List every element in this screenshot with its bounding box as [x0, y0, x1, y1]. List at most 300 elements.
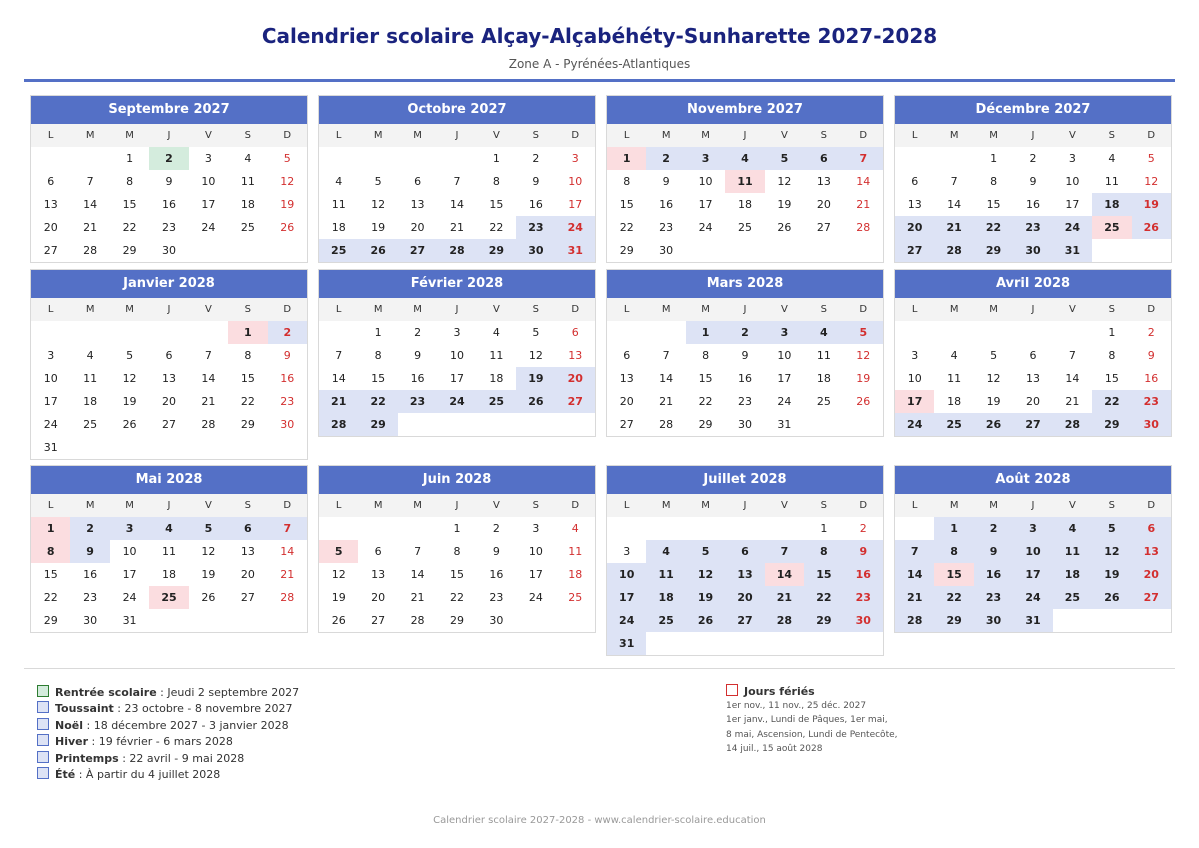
day-cell: 29 — [477, 239, 516, 262]
day-grid — [31, 321, 307, 459]
weekday-label: M — [949, 500, 959, 511]
day-cell: 8 — [623, 175, 631, 188]
day-cell: 23 — [844, 586, 883, 609]
legend-divider — [24, 668, 1175, 669]
day-cell: 14 — [856, 175, 871, 188]
weekday-label: M — [701, 304, 710, 315]
day-cell: 5 — [189, 517, 228, 540]
day-cell: 14 — [331, 372, 346, 385]
day-cell: 26 — [201, 591, 216, 604]
day-cell: 4 — [86, 349, 94, 362]
legend-label: Toussaint — [55, 702, 114, 716]
legend-item — [37, 701, 293, 715]
day-cell: 16 — [161, 198, 176, 211]
weekday-label: L — [335, 500, 342, 511]
day-cell: 13 — [568, 349, 583, 362]
day-cell: 21 — [449, 221, 464, 234]
empty-cell — [319, 321, 358, 344]
day-cell: 26 — [331, 614, 346, 627]
month-calendar — [894, 465, 1172, 633]
day-cell: 1 — [374, 326, 382, 339]
weekday-label: L — [911, 500, 918, 511]
day-cell: 16 — [83, 568, 98, 581]
day-cell: 22 — [449, 591, 464, 604]
month-calendar — [318, 465, 596, 633]
weekday-label: L — [335, 304, 342, 315]
day-cell: 20 — [895, 216, 934, 239]
day-cell: 24 — [201, 221, 216, 234]
legend-swatch-icon — [37, 751, 49, 763]
day-cell: 7 — [335, 349, 343, 362]
day-cell: 5 — [990, 349, 998, 362]
day-cell: 9 — [283, 349, 291, 362]
day-cell: 29 — [1092, 413, 1131, 436]
empty-cell — [319, 147, 358, 170]
day-cell: 16 — [737, 372, 752, 385]
legend-swatch-icon — [37, 767, 49, 779]
day-grid — [895, 147, 1171, 262]
day-cell: 28 — [201, 418, 216, 431]
day-cell: 11 — [331, 198, 346, 211]
day-cell: 6 — [725, 540, 764, 563]
day-cell: 14 — [410, 568, 425, 581]
day-cell: 27 — [816, 221, 831, 234]
day-cell: 17 — [449, 372, 464, 385]
day-cell: 15 — [619, 198, 634, 211]
day-cell: 4 — [492, 326, 500, 339]
holiday-line: 1er janv., Lundi de Pâques, 1er mai, — [726, 715, 888, 726]
day-cell: 13 — [240, 545, 255, 558]
day-cell: 25 — [568, 591, 583, 604]
day-cell: 20 — [725, 586, 764, 609]
day-cell: 24 — [777, 395, 792, 408]
weekday-label: S — [1108, 304, 1116, 315]
day-grid — [895, 321, 1171, 436]
day-cell: 21 — [659, 395, 674, 408]
day-cell: 24 — [1013, 586, 1052, 609]
empty-cell — [70, 147, 109, 170]
day-cell: 23 — [974, 586, 1013, 609]
day-cell: 22 — [974, 216, 1013, 239]
day-cell: 7 — [453, 175, 461, 188]
day-cell: 25 — [83, 418, 98, 431]
empty-cell — [31, 147, 70, 170]
day-cell: 4 — [646, 540, 685, 563]
day-cell: 28 — [765, 609, 804, 632]
weekday-header — [319, 124, 595, 147]
day-cell: 17 — [895, 390, 934, 413]
day-cell: 28 — [1053, 413, 1092, 436]
footer: Calendrier scolaire 2027-2028 - www.calendrier-scolaire.education — [433, 815, 766, 826]
holidays-legend-title — [726, 684, 815, 698]
month-calendar — [606, 465, 884, 656]
month-title: Juillet 2028 — [607, 466, 883, 494]
day-cell: 17 — [568, 198, 583, 211]
day-cell: 26 — [974, 413, 1013, 436]
weekday-label: D — [859, 500, 868, 511]
weekday-header — [895, 494, 1171, 517]
day-cell: 1 — [990, 152, 998, 165]
day-cell: 12 — [331, 568, 346, 581]
day-cell: 18 — [816, 372, 831, 385]
day-cell: 5 — [126, 349, 134, 362]
weekday-label: D — [283, 304, 292, 315]
day-cell: 10 — [43, 372, 58, 385]
day-cell: 15 — [804, 563, 843, 586]
weekday-label: D — [283, 130, 292, 141]
day-cell: 11 — [240, 175, 255, 188]
day-cell: 19 — [331, 591, 346, 604]
weekday-label: M — [989, 130, 998, 141]
day-cell: 14 — [83, 198, 98, 211]
month-title: Octobre 2027 — [319, 96, 595, 124]
day-cell: 23 — [83, 591, 98, 604]
day-cell: 16 — [1144, 372, 1159, 385]
legend-label: Printemps — [55, 751, 119, 765]
day-cell: 30 — [659, 244, 674, 257]
day-cell: 9 — [974, 540, 1013, 563]
day-cell: 24 — [556, 216, 595, 239]
day-cell: 1 — [126, 152, 134, 165]
day-cell: 5 — [374, 175, 382, 188]
empty-cell — [31, 321, 70, 344]
day-grid — [319, 147, 595, 262]
day-cell: 17 — [122, 568, 137, 581]
day-cell: 29 — [804, 609, 843, 632]
day-cell: 25 — [934, 413, 973, 436]
day-cell: 21 — [280, 568, 295, 581]
day-cell: 7 — [662, 349, 670, 362]
month-title: Mai 2028 — [31, 466, 307, 494]
day-cell: 11 — [816, 349, 831, 362]
day-cell: 4 — [1053, 517, 1092, 540]
page-subtitle: Zone A - Pyrénées-Atlantiques — [508, 57, 691, 71]
weekday-header — [319, 298, 595, 321]
day-cell: 8 — [374, 349, 382, 362]
day-cell: 30 — [489, 614, 504, 627]
day-cell: 20 — [619, 395, 634, 408]
day-cell: 3 — [1068, 152, 1076, 165]
day-cell: 2 — [532, 152, 540, 165]
day-cell: 21 — [856, 198, 871, 211]
day-cell: 28 — [437, 239, 476, 262]
day-cell: 31 — [1053, 239, 1092, 262]
weekday-label: J — [455, 500, 459, 511]
day-cell: 11 — [725, 170, 764, 193]
day-cell: 9 — [1029, 175, 1037, 188]
weekday-label: S — [244, 304, 252, 315]
day-cell: 5 — [1092, 517, 1131, 540]
day-cell: 17 — [43, 395, 58, 408]
day-cell: 25 — [477, 390, 516, 413]
day-cell: 3 — [686, 147, 725, 170]
day-cell: 27 — [161, 418, 176, 431]
weekday-label: V — [205, 500, 212, 511]
day-grid — [607, 147, 883, 262]
empty-cell — [725, 517, 764, 540]
day-cell: 6 — [47, 175, 55, 188]
day-cell: 4 — [335, 175, 343, 188]
weekday-label: M — [125, 500, 134, 511]
day-cell: 9 — [414, 349, 422, 362]
day-cell: 16 — [410, 372, 425, 385]
day-cell: 23 — [489, 591, 504, 604]
day-cell: 17 — [1013, 563, 1052, 586]
holiday-line: 8 mai, Ascension, Lundi de Pentecôte, — [726, 729, 898, 740]
month-title: Août 2028 — [895, 466, 1171, 494]
day-cell: 25 — [1092, 216, 1131, 239]
day-cell: 1 — [934, 517, 973, 540]
day-cell: 24 — [528, 591, 543, 604]
day-cell: 12 — [528, 349, 543, 362]
weekday-label: J — [167, 500, 171, 511]
day-cell: 29 — [698, 418, 713, 431]
day-cell: 11 — [568, 545, 583, 558]
day-cell: 30 — [516, 239, 555, 262]
day-cell: 4 — [725, 147, 764, 170]
day-grid — [895, 517, 1171, 632]
day-cell: 25 — [149, 586, 188, 609]
weekday-label: L — [47, 304, 54, 315]
day-cell: 12 — [856, 349, 871, 362]
day-cell: 12 — [777, 175, 792, 188]
day-cell: 4 — [149, 517, 188, 540]
day-cell: 18 — [161, 568, 176, 581]
day-cell: 2 — [70, 517, 109, 540]
day-cell: 6 — [571, 326, 579, 339]
day-cell: 7 — [86, 175, 94, 188]
legend-swatch-icon — [37, 734, 49, 746]
day-cell: 18 — [240, 198, 255, 211]
day-cell: 28 — [83, 244, 98, 257]
weekday-label: S — [1108, 130, 1116, 141]
day-cell: 8 — [31, 540, 70, 563]
weekday-header — [895, 298, 1171, 321]
weekday-label: D — [283, 500, 292, 511]
day-cell: 15 — [371, 372, 386, 385]
day-cell: 22 — [804, 586, 843, 609]
day-cell: 19 — [1132, 193, 1171, 216]
day-cell: 7 — [895, 540, 934, 563]
legend-swatch-icon — [37, 718, 49, 730]
weekday-label: M — [989, 500, 998, 511]
day-cell: 21 — [934, 216, 973, 239]
legend-detail: : 23 octobre - 8 novembre 2027 — [113, 702, 293, 716]
weekday-label: M — [661, 304, 671, 315]
day-cell: 10 — [698, 175, 713, 188]
month-calendar — [606, 95, 884, 263]
empty-cell — [358, 147, 397, 170]
day-cell: 1 — [453, 522, 461, 535]
weekday-label: J — [167, 130, 171, 141]
day-cell: 5 — [319, 540, 358, 563]
month-title: Avril 2028 — [895, 270, 1171, 298]
legend-label: Rentrée scolaire — [55, 686, 157, 699]
day-cell: 27 — [1013, 413, 1052, 436]
weekday-header — [31, 494, 307, 517]
day-cell: 6 — [911, 175, 919, 188]
day-cell: 17 — [607, 586, 646, 609]
day-cell: 24 — [698, 221, 713, 234]
day-cell: 16 — [489, 568, 504, 581]
day-cell: 30 — [161, 244, 176, 257]
day-cell: 28 — [410, 614, 425, 627]
day-cell: 6 — [1132, 517, 1171, 540]
day-cell: 10 — [907, 372, 922, 385]
day-cell: 18 — [568, 568, 583, 581]
day-cell: 15 — [1104, 372, 1119, 385]
day-cell: 25 — [737, 221, 752, 234]
day-cell: 18 — [489, 372, 504, 385]
day-cell: 29 — [934, 609, 973, 632]
weekday-label: S — [820, 304, 828, 315]
weekday-label: L — [47, 130, 54, 141]
day-cell: 8 — [1108, 349, 1116, 362]
holidays-legend-label: Jours fériés — [744, 685, 815, 698]
legend-label: Été — [55, 768, 76, 781]
day-cell: 14 — [765, 563, 804, 586]
day-cell: 17 — [1065, 198, 1080, 211]
weekday-label: D — [571, 500, 580, 511]
weekday-label: S — [532, 500, 540, 511]
day-cell: 15 — [240, 372, 255, 385]
day-cell: 21 — [1065, 395, 1080, 408]
day-cell: 3 — [571, 152, 579, 165]
legend-swatch-icon — [37, 701, 49, 713]
weekday-label: S — [1108, 500, 1116, 511]
empty-cell — [934, 321, 973, 344]
day-cell: 2 — [492, 522, 500, 535]
day-cell: 16 — [659, 198, 674, 211]
day-cell: 13 — [161, 372, 176, 385]
day-cell: 19 — [986, 395, 1001, 408]
weekday-label: M — [125, 304, 134, 315]
empty-cell — [70, 321, 109, 344]
day-cell: 12 — [122, 372, 137, 385]
day-cell: 20 — [1025, 395, 1040, 408]
empty-cell — [895, 321, 934, 344]
day-cell: 10 — [607, 563, 646, 586]
day-cell: 13 — [371, 568, 386, 581]
day-cell: 7 — [765, 540, 804, 563]
day-cell: 1 — [492, 152, 500, 165]
month-title: Février 2028 — [319, 270, 595, 298]
day-cell: 7 — [844, 147, 883, 170]
day-cell: 8 — [934, 540, 973, 563]
day-cell: 22 — [619, 221, 634, 234]
day-cell: 22 — [358, 390, 397, 413]
weekday-label: M — [373, 500, 383, 511]
day-cell: 20 — [410, 221, 425, 234]
day-cell: 22 — [489, 221, 504, 234]
day-cell: 9 — [165, 175, 173, 188]
day-cell: 13 — [1132, 540, 1171, 563]
weekday-label: J — [455, 304, 459, 315]
day-cell: 19 — [122, 395, 137, 408]
day-cell: 27 — [619, 418, 634, 431]
day-cell: 15 — [489, 198, 504, 211]
empty-cell — [895, 147, 934, 170]
day-cell: 25 — [646, 609, 685, 632]
weekday-label: D — [1147, 130, 1156, 141]
day-cell: 13 — [725, 563, 764, 586]
day-cell: 2 — [1029, 152, 1037, 165]
day-cell: 31 — [607, 632, 646, 655]
weekday-label: S — [244, 500, 252, 511]
day-cell: 24 — [122, 591, 137, 604]
empty-cell — [1053, 321, 1092, 344]
weekday-label: S — [820, 130, 828, 141]
day-cell: 7 — [268, 517, 307, 540]
empty-cell — [686, 517, 725, 540]
weekday-label: V — [493, 500, 500, 511]
day-cell: 29 — [240, 418, 255, 431]
weekday-label: L — [623, 304, 630, 315]
weekday-label: D — [859, 304, 868, 315]
day-cell: 23 — [1132, 390, 1171, 413]
day-cell: 27 — [725, 609, 764, 632]
day-cell: 10 — [122, 545, 137, 558]
day-cell: 30 — [83, 614, 98, 627]
day-cell: 16 — [528, 198, 543, 211]
day-cell: 6 — [1029, 349, 1037, 362]
day-cell: 9 — [844, 540, 883, 563]
day-cell: 9 — [492, 545, 500, 558]
day-cell: 29 — [43, 614, 58, 627]
day-cell: 11 — [1104, 175, 1119, 188]
day-cell: 14 — [947, 198, 962, 211]
day-cell: 20 — [161, 395, 176, 408]
day-cell: 6 — [623, 349, 631, 362]
legend-swatch-icon — [37, 685, 49, 697]
day-cell: 30 — [1013, 239, 1052, 262]
weekday-label: V — [781, 304, 788, 315]
empty-cell — [646, 321, 685, 344]
day-cell: 21 — [319, 390, 358, 413]
day-cell: 29 — [358, 413, 397, 436]
weekday-label: J — [743, 130, 747, 141]
empty-cell — [398, 517, 437, 540]
day-cell: 11 — [489, 349, 504, 362]
weekday-label: D — [1147, 304, 1156, 315]
day-cell: 31 — [43, 441, 58, 454]
day-cell: 17 — [528, 568, 543, 581]
day-cell: 22 — [934, 586, 973, 609]
empty-cell — [646, 517, 685, 540]
day-cell: 25 — [319, 239, 358, 262]
weekday-label: V — [781, 500, 788, 511]
weekday-label: V — [493, 304, 500, 315]
weekday-label: M — [373, 304, 383, 315]
day-cell: 22 — [122, 221, 137, 234]
day-cell: 2 — [725, 321, 764, 344]
day-cell: 20 — [1132, 563, 1171, 586]
day-cell: 9 — [741, 349, 749, 362]
holiday-swatch-icon — [726, 684, 738, 696]
day-cell: 13 — [907, 198, 922, 211]
weekday-label: S — [532, 130, 540, 141]
day-cell: 26 — [280, 221, 295, 234]
day-cell: 4 — [244, 152, 252, 165]
day-cell: 4 — [1108, 152, 1116, 165]
weekday-label: M — [413, 130, 422, 141]
day-cell: 19 — [516, 367, 555, 390]
day-cell: 17 — [698, 198, 713, 211]
month-calendar — [606, 269, 884, 437]
day-cell: 27 — [371, 614, 386, 627]
day-cell: 14 — [659, 372, 674, 385]
weekday-label: J — [743, 304, 747, 315]
